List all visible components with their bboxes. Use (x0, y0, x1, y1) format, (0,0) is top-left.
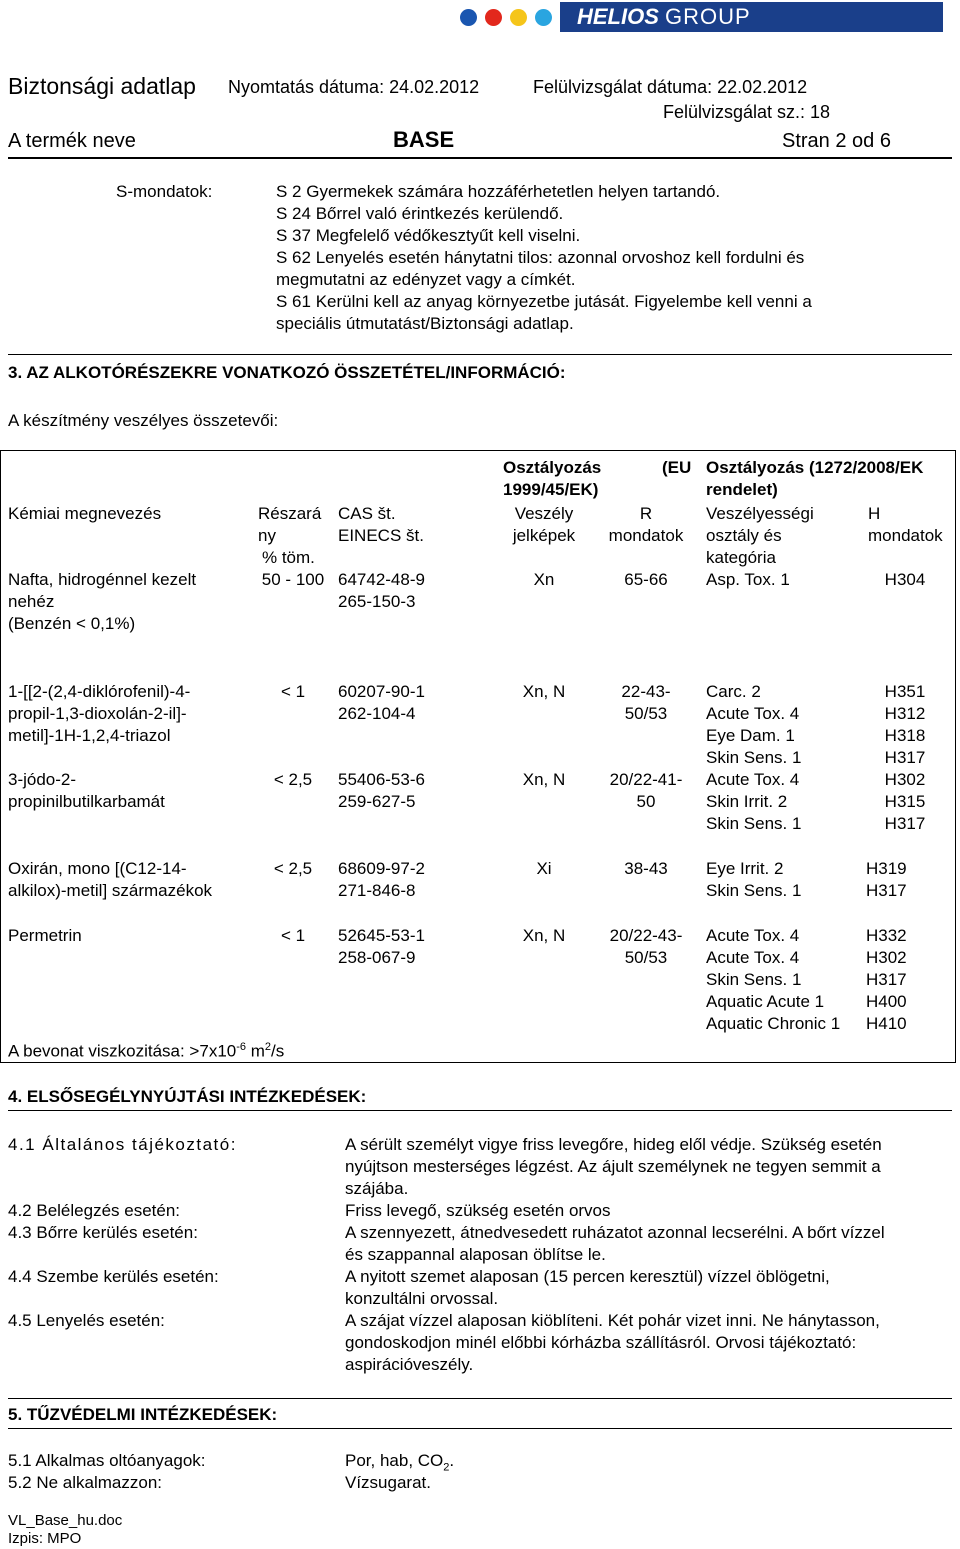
cell-line: 22-43- (621, 682, 671, 701)
cell-line: Skin Sens. 1 (706, 814, 802, 833)
table-cell-h (858, 769, 952, 835)
section5-divider (8, 1428, 952, 1429)
s-phrase-line: S 37 Megfelelő védőkesztyűt kell viselni. (276, 226, 581, 245)
cell-line: 20/22-43- (609, 926, 683, 945)
cell-line: H304 (884, 570, 926, 589)
fire-item1-end: . (449, 1451, 455, 1470)
table-cell-cls (706, 858, 866, 902)
table-cell-name (8, 769, 248, 813)
review-date: Felülvizsgálat dátuma: 22.02.2012 (533, 77, 808, 97)
cell-line: Nafta, hidrogénnel kezelt (8, 570, 197, 589)
cell-line: propil-1,3-dioxolán-2-il]- (8, 704, 187, 723)
s-phrase-line: speciális útmutatást/Biztonsági adatlap. (276, 314, 574, 333)
h-header-2: mondatok (868, 526, 943, 545)
page-number: Stran 2 od 6 (782, 130, 891, 152)
h-header: H (868, 504, 881, 523)
product-label: A termék neve (8, 130, 136, 152)
table-cell-ids (338, 925, 488, 969)
cell-line: Xn, N (522, 682, 566, 701)
fire-item2-value: Vízsugarat. (345, 1473, 431, 1492)
first-aid-label: 4.5 Lenyelés esetén: (8, 1311, 165, 1330)
first-aid-text: aspirációveszély. (345, 1355, 474, 1374)
cell-line: 55406-53-6 (338, 770, 425, 789)
cell-line: H317 (866, 881, 907, 900)
first-aid-text: A nyitott szemet alaposan (15 percen keresztül) vízzel öblögetni, (345, 1267, 830, 1286)
first-aid-text: A szájat vízzel alaposan kiöblíteni. Két pohár vizet inni. Ne hánytasson, (345, 1311, 880, 1330)
cell-line: Xn (533, 570, 555, 589)
table-cell-r (596, 858, 696, 880)
cell-line: 52645-53-1 (338, 926, 425, 945)
table-cell-cls (706, 925, 866, 1035)
cell-line: H410 (866, 1014, 907, 1033)
cell-line: H315 (884, 792, 926, 811)
cell-line: Aquatic Chronic 1 (706, 1014, 841, 1033)
review-number: Felülvizsgálat sz.: 18 (663, 102, 831, 122)
table-cell-r (596, 569, 696, 591)
cell-line: Skin Sens. 1 (706, 881, 802, 900)
cell-line: 50/53 (624, 948, 668, 967)
first-aid-text: A sérült személyt vigye friss levegőre, hideg elől védje. Szükség esetén (345, 1135, 882, 1154)
cas-header: CAS št. (338, 504, 396, 523)
share-header: Részará (258, 504, 322, 523)
table-cell-r (596, 769, 696, 813)
table-cell-cls (706, 769, 866, 835)
einecs-header: EINECS št. (338, 526, 424, 545)
cell-line: 50 - 100 (261, 570, 325, 589)
product-name: BASE (393, 127, 455, 152)
cell-line: < 2,5 (273, 770, 313, 789)
classif-eu-header: Osztályozás (503, 458, 602, 477)
table-cell-cls (706, 569, 866, 591)
cell-line: H317 (884, 748, 926, 767)
cell-line: H317 (866, 970, 907, 989)
logo-text: HELIOS GROUP (577, 4, 751, 29)
cell-line: Skin Sens. 1 (706, 748, 802, 767)
table-cell-share (250, 925, 336, 947)
first-aid-label: 4.3 Bőrre kerülés esetén: (8, 1223, 198, 1242)
fire-item2-label: 5.2 Ne alkalmazzon: (8, 1473, 163, 1492)
cell-line: 3-jódo-2- (8, 770, 77, 789)
fire-item1-subscript: 2 (443, 1461, 450, 1474)
s-phrase-line: megmutatni az edényzet vagy a címkét. (276, 270, 576, 289)
doc-title: Biztonsági adatlap (8, 73, 196, 99)
table-cell-name (8, 569, 248, 635)
cell-line: 265-150-3 (338, 592, 416, 611)
hazclass-header-3: kategória (706, 548, 776, 567)
fire-item1-label: 5.1 Alkalmas oltóanyagok: (8, 1451, 206, 1470)
cell-line: H332 (866, 926, 907, 945)
table-cell-share (250, 681, 336, 703)
cell-line: H400 (866, 992, 907, 1011)
first-aid-text: gondoskodjon minél előbbi kórházba szállításról. Orvosi tájékoztató: (345, 1333, 857, 1352)
cell-line: alkilox)-metil] származékok (8, 881, 213, 900)
share-header-3: % töm. (262, 548, 315, 567)
cell-line: Eye Irrit. 2 (706, 859, 784, 878)
classif-clp-header-2: rendelet) (706, 480, 778, 499)
chem-name-header: Kémiai megnevezés (8, 504, 162, 523)
cell-line: Acute Tox. 4 (706, 948, 800, 967)
table-cell-ids (338, 681, 488, 725)
cell-line: Asp. Tox. 1 (706, 570, 790, 589)
cell-line: H351 (884, 682, 926, 701)
footer-file: VL_Base_hu.doc (8, 1512, 123, 1529)
table-cell-cls (706, 681, 866, 769)
section3-title: 3. AZ ALKOTÓRÉSZEKRE VONATKOZÓ ÖSSZETÉTEL/INFORMÁCIÓ: (8, 363, 566, 382)
cell-line: Carc. 2 (706, 682, 761, 701)
first-aid-label: 4.1 Általános tájékoztató: (8, 1135, 237, 1154)
viscosity-exponent: -6 (236, 1041, 247, 1053)
table-cell-h (858, 681, 952, 769)
cell-line: < 2,5 (273, 859, 313, 878)
cell-line: 259-627-5 (338, 792, 416, 811)
cell-line: 50/53 (624, 704, 668, 723)
table-cell-h (858, 569, 952, 591)
table-cell-ids (338, 569, 488, 613)
footer-author: Izpis: MPO (8, 1530, 82, 1547)
first-aid-text: A szennyezett, átnedvesedett ruházatot azonnal lecserélni. A bőrt vízzel (345, 1223, 885, 1242)
classif-clp-header: Osztályozás (1272/2008/EK (706, 458, 924, 477)
classif-eu-header-2: 1999/45/EK) (503, 480, 599, 499)
viscosity-unit: m (246, 1041, 265, 1061)
table-cell-sym (496, 858, 592, 880)
table-cell-r (596, 925, 696, 969)
viscosity-unit-end: /s (271, 1041, 285, 1061)
table-cell-share (250, 569, 336, 591)
cell-line: metil]-1H-1,2,4-triazol (8, 726, 171, 745)
table-cell-sym (496, 925, 592, 947)
table-cell-name (8, 858, 248, 902)
cell-line: H302 (866, 948, 907, 967)
cell-line: 20/22-41- (609, 770, 683, 789)
first-aid-text: és szappannal alaposan öblítse le. (345, 1245, 606, 1264)
first-aid-label: 4.4 Szembe kerülés esetén: (8, 1267, 219, 1286)
first-aid-text: szájába. (345, 1179, 409, 1198)
first-aid-text: Friss levegő, szükség esetén orvos (345, 1201, 611, 1220)
section5-title: 5. TŰZVÉDELMI INTÉZKEDÉSEK: (8, 1405, 278, 1424)
cell-line: Eye Dam. 1 (706, 726, 795, 745)
table-cell-sym (496, 769, 592, 791)
cell-line: H302 (884, 770, 926, 789)
cell-line: 68609-97-2 (338, 859, 425, 878)
table-cell-ids (338, 769, 488, 813)
cell-line: nehéz (8, 592, 55, 611)
cell-line: Aquatic Acute 1 (706, 992, 825, 1011)
first-aid-label: 4.2 Belélegzés esetén: (8, 1201, 181, 1220)
table-cell-h (866, 858, 960, 902)
cell-line: 65-66 (624, 570, 668, 589)
symbol-header: Veszély (514, 504, 574, 523)
cell-line: H317 (884, 814, 926, 833)
section4-title: 4. ELSŐSEGÉLYNYÚJTÁSI INTÉZKEDÉSEK: (8, 1087, 367, 1106)
cell-line: Xn, N (522, 770, 566, 789)
table-cell-h (866, 925, 960, 1035)
s-phrases-label: S-mondatok: (116, 182, 213, 201)
r-header: R (639, 504, 653, 523)
fire-item1-text: Por, hab, CO (345, 1451, 444, 1470)
cell-line: 64742-48-9 (338, 570, 425, 589)
cell-line: 38-43 (624, 859, 668, 878)
s-phrase-line: S 2 Gyermekek számára hozzáférhetetlen helyen tartandó. (276, 182, 721, 201)
cell-line: Acute Tox. 4 (706, 926, 800, 945)
cell-line: 50 (636, 792, 656, 811)
cell-line: 1-[[2-(2,4-diklórofenil)-4- (8, 682, 191, 701)
cell-line: H319 (866, 859, 907, 878)
symbol-header-2: jelképek (512, 526, 576, 545)
cell-line: (Benzén < 0,1%) (8, 614, 136, 633)
viscosity-text: A bevonat viszkozitása: >7x10 (8, 1041, 237, 1061)
cell-line: Xi (536, 859, 552, 878)
table-cell-sym (496, 681, 592, 703)
s-phrase-line: S 62 Lenyelés esetén hánytatni tilos: azonnal orvoshoz kell fordulni és (276, 248, 805, 267)
cell-line: 258-067-9 (338, 948, 416, 967)
cell-line: Acute Tox. 4 (706, 770, 800, 789)
s-phrase-line: S 61 Kerülni kell az anyag környezetbe jutását. Figyelembe kell venni a (276, 292, 812, 311)
first-aid-text: nyújtson mesterséges légzést. Az ájult személynek ne tegyen semmit a (345, 1157, 881, 1176)
hazclass-header-2: osztály és (706, 526, 782, 545)
cell-line: Oxirán, mono [(C12-14- (8, 859, 187, 878)
viscosity-unit-exponent: 2 (264, 1041, 272, 1053)
cell-line: H312 (884, 704, 926, 723)
table-cell-r (596, 681, 696, 725)
cell-line: propinilbutilkarbamát (8, 792, 165, 811)
share-header-2: ny (258, 526, 276, 545)
cell-line: 271-846-8 (338, 881, 416, 900)
cell-line: H318 (884, 726, 926, 745)
cell-line: 60207-90-1 (338, 682, 425, 701)
r-header-2: mondatok (608, 526, 684, 545)
first-aid-text: konzultálni orvossal. (345, 1289, 499, 1308)
print-date: Nyomtatás dátuma: 24.02.2012 (228, 77, 480, 97)
cell-line: < 1 (280, 682, 306, 701)
viscosity-note (8, 1036, 284, 1063)
table-cell-name (8, 681, 248, 747)
cell-line: Acute Tox. 4 (706, 704, 800, 723)
section5-top-divider (8, 1398, 952, 1399)
hazclass-header: Veszélyességi (706, 504, 814, 523)
table-cell-ids (338, 858, 488, 902)
cell-line: Skin Sens. 1 (706, 970, 802, 989)
s-phrase-line: S 24 Bőrrel való érintkezés kerülendő. (276, 204, 564, 223)
cell-line: < 1 (280, 926, 306, 945)
section4-divider (8, 1110, 952, 1111)
cell-line: Permetrin (8, 926, 82, 945)
table-cell-sym (496, 569, 592, 591)
table-cell-name (8, 925, 248, 947)
table-cell-share (250, 858, 336, 880)
cell-line: Xn, N (522, 926, 566, 945)
table-cell-share (250, 769, 336, 791)
classif-eu-header-b: (EU (662, 458, 692, 477)
cell-line: 262-104-4 (338, 704, 416, 723)
section3-intro: A készítmény veszélyes összetevői: (8, 411, 279, 430)
cell-line: Skin Irrit. 2 (706, 792, 788, 811)
